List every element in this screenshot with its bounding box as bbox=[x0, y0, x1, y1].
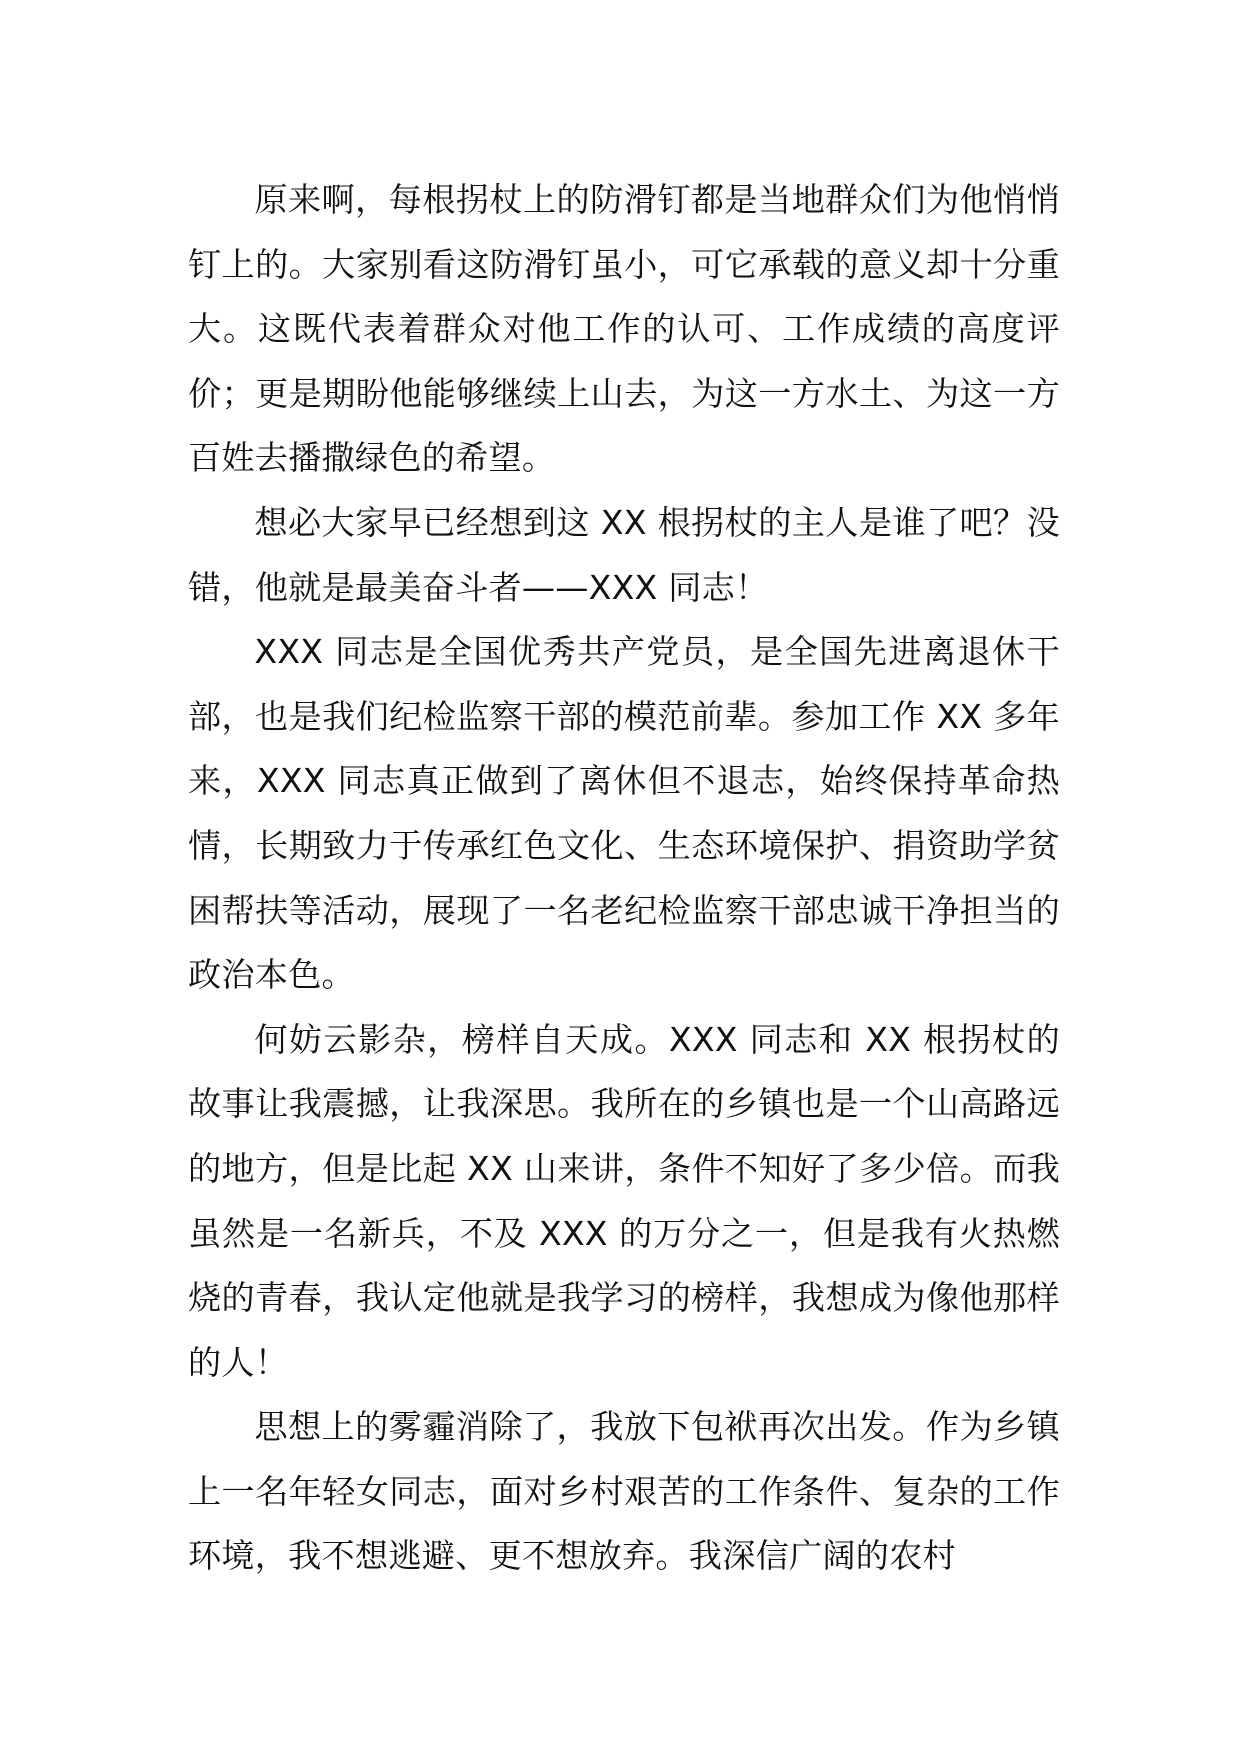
paragraph-2: 想必大家早已经想到这 XX 根拐杖的主人是谁了吧？没错，他就是最美奋斗者——XXX 同志！ bbox=[188, 502, 1060, 607]
paragraph-5: 思想上的雾霾消除了，我放下包袱再次出发。作为乡镇上一名年轻女同志，面对乡村艰苦的工作条件、复杂的工作环境，我不想逃避、更不想放弃。我深信广阔的农村 bbox=[188, 1407, 1060, 1576]
paragraph-3: XXX 同志是全国优秀共产党员，是全国先进离退休干部，也是我们纪检监察干部的模范前辈。参加工作 XX 多年来，XXX 同志真正做到了离休但不退志，始终保持革命热情，长期致力于传承红色文化、生态环境保护、捐资助学贫困帮扶等活动，展现了一名老纪检监察干部忠诚干净担当的政治本色。 bbox=[188, 632, 1060, 995]
paragraph-1: 原来啊，每根拐杖上的防滑钉都是当地群众们为他悄悄钉上的。大家别看这防滑钉虽小，可它承载的意义却十分重大。这既代表着群众对他工作的认可、工作成绩的高度评价；更是期盼他能够继续上山去，为这一方水土、为这一方百姓去播撒绿色的希望。 bbox=[188, 180, 1060, 478]
paragraph-4: 何妨云影杂，榜样自天成。XXX 同志和 XX 根拐杖的故事让我震撼，让我深思。我所在的乡镇也是一个山高路远的地方，但是比起 XX 山来讲，条件不知好了多少倍。而我虽然是一名新兵，不及 XXX 的万分之一，但是我有火热燃烧的青春，我认定他就是我学习的榜样，我想成为像他那样的人！ bbox=[188, 1019, 1060, 1382]
document-body bbox=[188, 168, 1060, 1589]
